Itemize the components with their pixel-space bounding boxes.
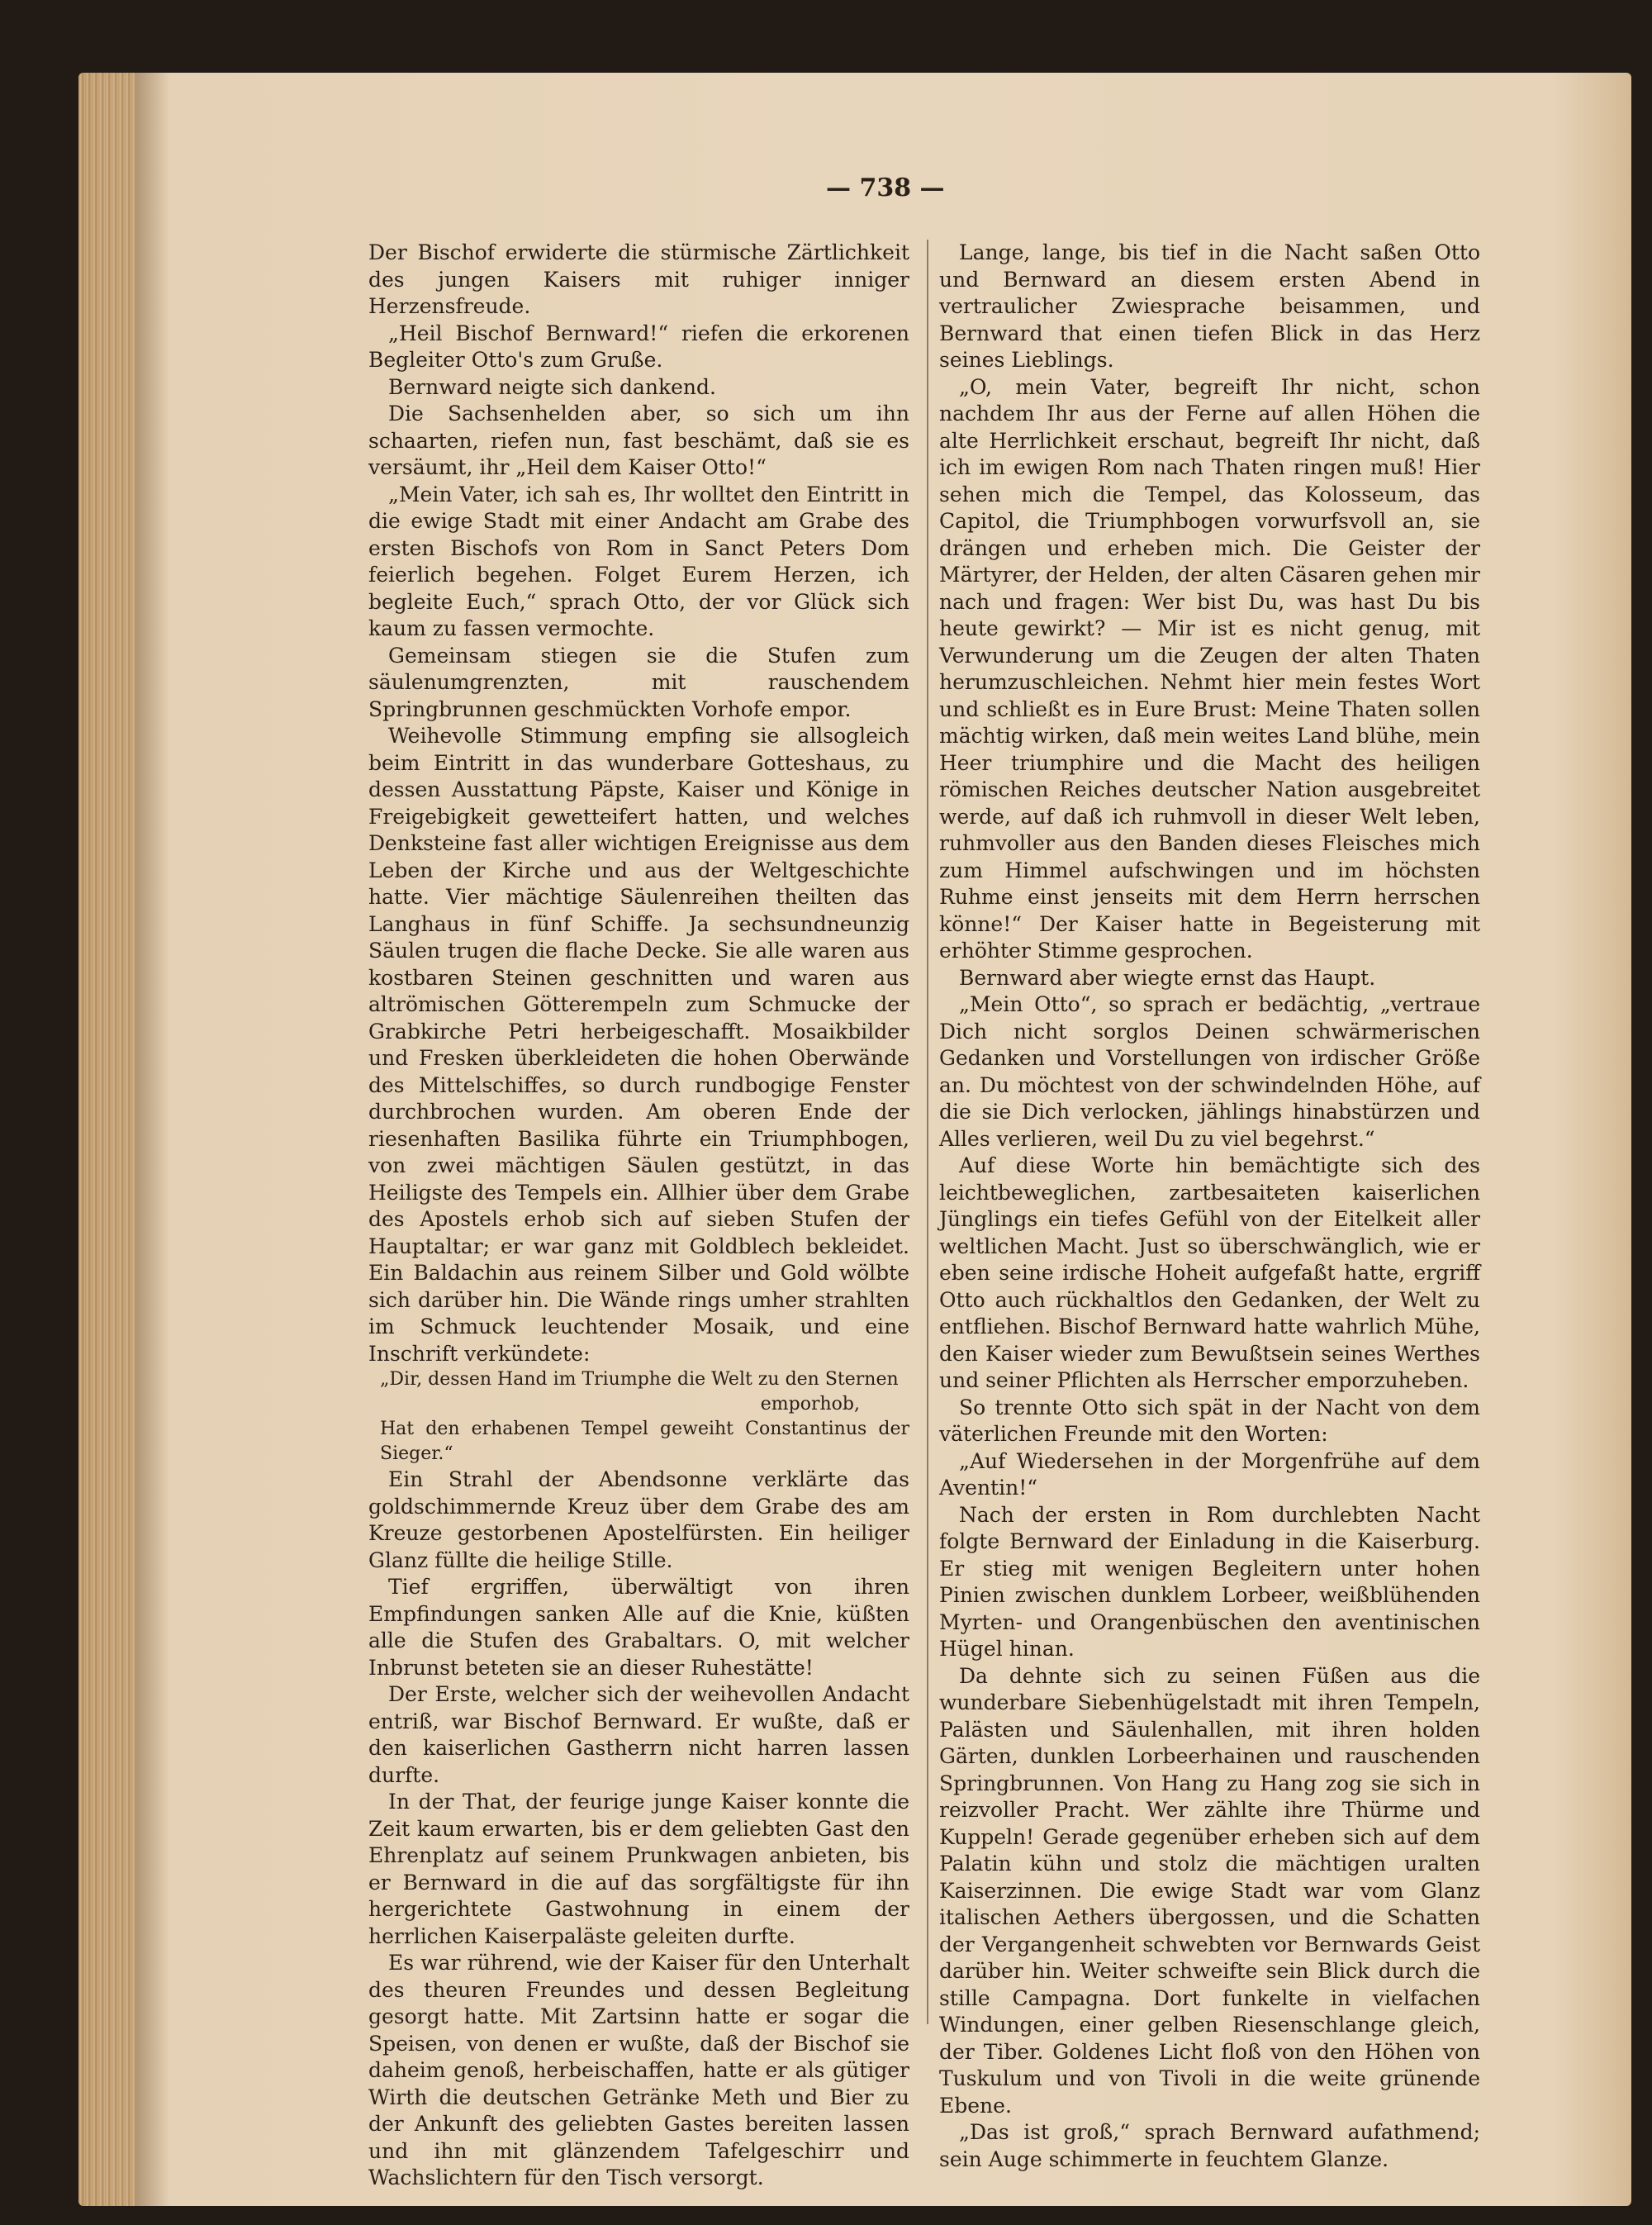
paragraph: Lange, lange, bis tief in die Nacht saßen Otto und Bernward an diesem ersten Abend in vertraulicher Zwiesprache beisammen, und Bernward that einen tiefen Blick in das Herz seines Lieblings. bbox=[939, 240, 1480, 372]
page-number: — 738 — bbox=[826, 174, 945, 202]
paragraph: Da dehnte sich zu seinen Füßen aus die wunderbare Siebenhügelstadt mit ihren Tempeln, Palästen und Säulenhallen, mit ihren holden Gärten, dunklen Lorbeerhainen und rauschenden Springbrunnen. Von Hang zu Hang zog sie sich in reizvoller Pracht. Wer zählte ihre Thürme und Kuppeln! Gerade gegenüber erheben sich auf dem Palatin kühn und stolz die mächtigen uralten Kaiserzinnen. Die ewige Stadt war vom Glanz italischen Aethers übergossen, und die Schatten der Vergangenheit schwebten vor Bernwards Geist darüber hin. Weiter schweifte sein Blick durch die stille Campagna. Dort funkelte in vielfachen Windungen, einer gelben Riesenschlange gleich, der Tiber. Goldenes Licht floß von den Höhen von Tuskulum und von Tivoli in die weite grünende Ebene. bbox=[939, 1663, 1480, 2118]
paragraph: „Mein Vater, ich sah es, Ihr wolltet den Eintritt in die ewige Stadt mit einer Andacht am Grabe des ersten Bischofs von Rom in Sanct Peters Dom feierlich begehen. Folget Eurem Herzen, ich begleite Euch,“ sprach Otto, der vor Glück sich kaum zu fassen vermochte. bbox=[368, 482, 909, 640]
inscription-line: Hat den erhabenen Tempel geweiht Constantinus der Sieger.“ bbox=[380, 1419, 909, 1464]
paragraph: Auf diese Worte hin bemächtigte sich des leichtbeweglichen, zartbesaiteten kaiserlichen Jünglings ein tiefes Gefühl von der Eitelkeit aller weltlichen Macht. Just so überschwänglich, wie er eben seine irdische Hoheit aufgefaßt hatte, ergriff Otto auch rückhaltlos den Gedanken, der Welt zu entfliehen. Bischof Bernward hatte wahrlich Mühe, den Kaiser wieder zum Bewußtsein seines Werthes und seiner Pflichten als Herrscher emporzuheben. bbox=[939, 1153, 1480, 1392]
paragraph: Der Bischof erwiderte die stürmische Zärtlichkeit des jungen Kaisers mit ruhiger inniger Herzensfreude. bbox=[368, 240, 909, 318]
gutter-shadow bbox=[136, 73, 169, 2206]
paragraph: Es war rührend, wie der Kaiser für den Unterhalt des theuren Freundes und dessen Begleitung gesorgt hatte. Mit Zartsinn hatte er sogar die Speisen, von denen er wußte, daß der Bischof sie daheim genoß, herbeischaffen, hatte er als gütiger Wirth die deutschen Getränke Meth und Bier zu der Ankunft des geliebten Gastes bereiten lassen und ihn mit glänzendem Tafelgeschirr und Wachslichtern für den Tisch versorgt. bbox=[368, 1951, 909, 2189]
inscription-line: „Dir, dessen Hand im Triumphe die Welt zu den Sternen bbox=[380, 1369, 899, 1390]
paragraph: „O, mein Vater, begreift Ihr nicht, schon nachdem Ihr aus der Ferne auf allen Höhen die alte Herrlichkeit erschaut, begreift Ihr nicht, daß ich im ewigen Rom nach Thaten ringen muß! Hier sehen mich die Tempel, das Kolosseum, das Capitol, die Triumphbogen vorwurfsvoll an, sie drängen und erheben mich. Die Geister der Märtyrer, der Helden, der alten Cäsaren gehen mir nach und fragen: Wer bist Du, was hast Du bis heute gewirkt? — Mir ist es nicht genug, mit Verwunderung um die Zeugen der alten Thaten herumzuschleichen. Nehmt hier mein festes Wort und schließt es in Eure Brust: Meine Thaten sollen mächtig wirken, daß mein weites Land blühe, mein Heer triumphire und die Macht des heiligen römischen Reiches deutscher Nation ausgebreitet werde, auf daß ich ruhmvoll in dieser Welt leben, ruhmvoller aus den Banden dieses Fleisches mich zum Himmel aufschwingen und im höchsten Ruhme einst jenseits mit dem Herrn herrschen könne!“ Der Kaiser hatte in Begeisterung mit erhöhter Stimme gesprochen. bbox=[939, 374, 1480, 963]
left-column bbox=[368, 240, 909, 2192]
paragraph: „Mein Otto“, so sprach er bedächtig, „vertraue Dich nicht sorglos Deinen schwärmerischen Gedanken und Vorstellungen von irdischer Größe an. Du möchtest von der schwindelnden Höhe, auf die sie Dich verlocken, jählings hinabstürzen und Alles verlieren, weil Du zu viel begehrst.“ bbox=[939, 992, 1480, 1151]
right-column bbox=[939, 240, 1480, 2173]
paragraph: Nach der ersten in Rom durchlebten Nacht folgte Bernward der Einladung in die Kaiserburg. Er stieg mit wenigen Begleitern unter hohen Pinien zwischen dunklem Lorbeer, weißblühenden Myrten- und Orangenbüschen den aventinischen Hügel hinan. bbox=[939, 1502, 1480, 1661]
paragraph: In der That, der feurige junge Kaiser konnte die Zeit kaum erwarten, bis er dem geliebten Gast den Ehrenplatz auf seinem Prunkwagen anbieten, bis er Bernward in die auf das sorgfältigste für ihn hergerichtete Gastwohnung in einem der herrlichen Kaiserpaläste geleiten durfte. bbox=[368, 1790, 909, 1948]
paragraph: „Das ist groß,“ sprach Bernward aufathmend; sein Auge schimmerte in feuchtem Glanze. bbox=[939, 2120, 1480, 2171]
paragraph: Bernward aber wiegte ernst das Haupt. bbox=[959, 965, 1376, 990]
column-divider bbox=[927, 240, 928, 2024]
inscription-line: emporhob, bbox=[760, 1394, 860, 1414]
paragraph: Weihevolle Stimmung empfing sie allsogleich beim Eintritt in das wunderbare Gotteshaus, zu dessen Ausstattung Päpste, Kaiser und Könige in Freigebigkeit gewetteifert hatten, und welches Denksteine fast aller wichtigen Ereignisse aus dem Leben der Kirche und aus der Weltgeschichte hatte. Vier mächtige Säulenreihen theilten das Langhaus in fünf Schiffe. Ja sechsundneunzig Säulen trugen die flache Decke. Sie alle waren aus kostbaren Steinen geschnitten und waren aus altrömischen Götterempeln zum Schmucke der Grabkirche Petri herbeigeschafft. Mosaikbilder und Fresken überkleideten die hohen Oberwände des Mittelschiffes, so durch rundbogige Fenster durchbrochen wurden. Am oberen Ende der riesenhaften Basilika führte ein Triumphbogen, von zwei mächtigen Säulen gestützt, in das Heiligste des Tempels ein. Allhier über dem Grabe des Apostels erhob sich auf sieben Stufen der Hauptaltar; er war ganz mit Goldblech bekleidet. Ein Baldachin aus reinem Silber und Gold wölbte sich darüber hin. Die Wände rings umher strahlten im Schmuck leuchtender Mosaik, und eine Inschrift verkündete: bbox=[368, 724, 909, 1366]
paragraph: „Heil Bischof Bernward!“ riefen die erkorenen Begleiter Otto's zum Gruße. bbox=[368, 321, 909, 372]
paragraph: Tief ergriffen, überwältigt von ihren Empfindungen sanken Alle auf die Knie, küßten alle die Stufen des Grabaltars. O, mit welcher Inbrunst beteten sie an dieser Ruhestätte! bbox=[368, 1575, 909, 1680]
paragraph: So trennte Otto sich spät in der Nacht von dem väterlichen Freunde mit den Worten: bbox=[939, 1395, 1480, 1446]
paragraph: Ein Strahl der Abendsonne verklärte das goldschimmernde Kreuz über dem Grabe des am Kreuze gestorbenen Apostelfürsten. Ein heiliger Glanz füllte die heilige Stille. bbox=[368, 1467, 909, 1572]
paragraph: Die Sachsenhelden aber, so sich um ihn schaarten, riefen nun, fast beschämt, daß sie es versäumt, ihr „Heil dem Kaiser Otto!“ bbox=[368, 402, 909, 479]
paragraph: „Auf Wiedersehen in der Morgenfrühe auf dem Aventin!“ bbox=[939, 1448, 1480, 1500]
paragraph: Der Erste, welcher sich der weihevollen Andacht entriß, war Bischof Bernward. Er wußte, daß er den kaiserlichen Gastherrn nicht harren lassen durfte. bbox=[368, 1682, 909, 1787]
page-edges bbox=[78, 73, 136, 2206]
paragraph: Bernward neigte sich dankend. bbox=[388, 374, 716, 399]
paragraph: Gemeinsam stiegen sie die Stufen zum säulenumgrenzten, mit rauschendem Springbrunnen geschmückten Vorhofe empor. bbox=[368, 643, 909, 721]
